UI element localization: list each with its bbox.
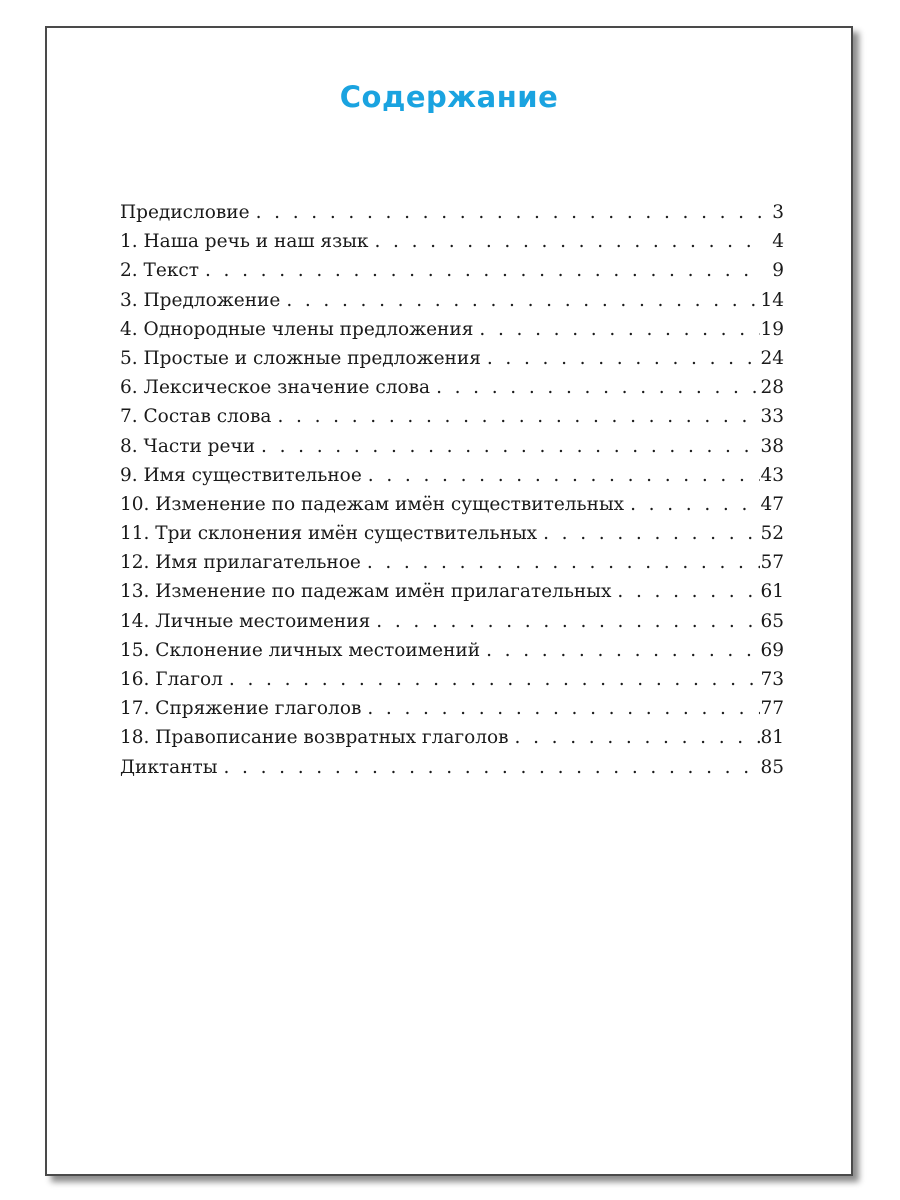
toc-entry-label: 13. Изменение по падежам имён прилагательных [120,581,612,603]
toc-entry-label: 16. Глагол [120,669,223,690]
toc-entry-page-number: 52 [760,523,784,545]
toc-entry-label: 9. Имя существительное [120,464,362,486]
toc-entry-label: 3. Предложение [120,289,281,311]
toc-entry-page-number: 57 [760,552,784,574]
dot-leader [624,494,760,515]
toc-entry-page-number: 61 [760,581,784,603]
toc-entry-page-number: 33 [760,406,784,428]
toc-entry[interactable] [120,319,784,348]
toc-entry-page-number: 38 [760,435,784,457]
dot-leader [537,523,760,544]
dot-leader [361,698,760,719]
toc-entry-page-number: 65 [760,610,784,632]
toc-entry[interactable] [120,260,784,289]
dot-leader [362,465,761,486]
dot-leader [480,640,760,661]
dot-leader [430,377,760,398]
toc-entry[interactable] [120,348,784,377]
document-page [45,26,853,1176]
toc-entry-label: 15. Склонение личных местоимений [120,639,481,661]
toc-entry-page-number: 4 [772,231,784,253]
toc-entry-label: 6. Лексическое значение слова [120,377,431,399]
dot-leader [611,581,760,602]
toc-entry-page-number: 85 [760,756,784,778]
toc-entry[interactable] [120,231,784,260]
toc-entry-label: 7. Состав слова [120,406,272,428]
dot-leader [370,611,760,632]
toc-entry[interactable] [120,552,784,581]
toc-entry-page-number: 47 [760,493,784,515]
toc-entry-page-number: 69 [760,639,784,661]
toc-entry-label: 11. Три склонения имён существительных [120,523,538,545]
toc-entry[interactable] [120,406,784,435]
toc-entry[interactable] [120,640,784,669]
dot-leader [250,202,762,223]
table-of-contents [120,202,784,786]
toc-entry-page-number: 81 [760,727,784,749]
dot-leader [509,727,761,748]
toc-entry-label: 14. Личные местоимения [120,610,371,632]
toc-entry-label: 18. Правописание возвратных глаголов [120,727,509,749]
toc-entry[interactable] [120,465,784,494]
toc-entry-label: Предисловие [120,202,250,223]
toc-entry-label: 12. Имя прилагательное [120,552,361,574]
dot-leader [271,406,760,427]
toc-entry-page-number: 3 [772,202,784,223]
toc-entry-page-number: 77 [760,698,784,720]
toc-entry-page-number: 19 [760,318,784,340]
toc-entry[interactable] [120,202,784,231]
toc-entry-page-number: 14 [760,289,784,311]
toc-entry-label: 5. Простые и сложные предложения [120,347,481,369]
toc-entry-label: 2. Текст [120,260,199,282]
toc-entry[interactable] [120,669,784,698]
toc-entry[interactable] [120,698,784,727]
toc-entry-label: 8. Части речи [120,435,256,457]
toc-entry-label: Диктанты [120,756,218,778]
toc-entry-label: 1. Наша речь и наш язык [120,231,369,253]
dot-leader [280,290,760,311]
page-title: Содержание [339,80,559,114]
toc-entry-page-number: 24 [760,347,784,369]
dot-leader [218,757,761,778]
toc-entry[interactable] [120,757,784,786]
toc-entry[interactable] [120,523,784,552]
toc-entry-label: 17. Спряжение глаголов [120,698,362,720]
toc-entry[interactable] [120,494,784,523]
toc-entry-label: 4. Однородные члены предложения [120,318,474,340]
toc-entry[interactable] [120,611,784,640]
toc-entry[interactable] [120,581,784,610]
dot-leader [368,231,762,252]
toc-entry-page-number: 43 [760,464,784,486]
dot-leader [361,552,761,573]
toc-entry[interactable] [120,727,784,756]
dot-leader [255,436,760,457]
dot-leader [473,319,760,340]
toc-entry[interactable] [120,290,784,319]
toc-entry-label: 10. Изменение по падежам имён существительных [120,493,625,515]
toc-entry-page-number: 9 [772,260,784,282]
toc-entry-page-number: 73 [760,669,784,690]
toc-entry[interactable] [120,436,784,465]
toc-entry-page-number: 28 [760,377,784,399]
dot-leader [481,348,761,369]
dot-leader [199,260,762,281]
toc-entry[interactable] [120,377,784,406]
dot-leader [223,669,761,690]
